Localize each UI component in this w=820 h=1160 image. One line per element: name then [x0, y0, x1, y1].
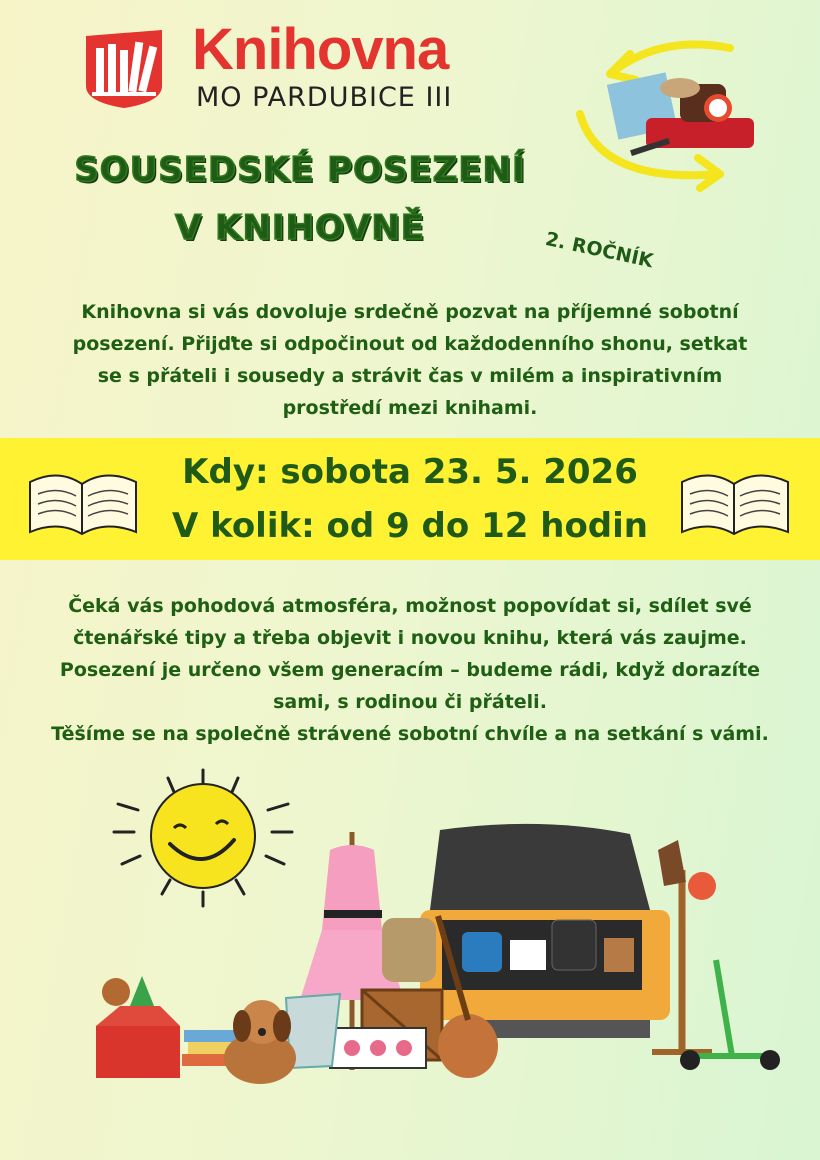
- details-line: Těšíme se na společně strávené sobotní chvíle a na setkání s vámi.: [51, 723, 769, 745]
- intro-line: posezení. Přijďte si odpočinout od každodenního shonu, setkat: [72, 333, 748, 355]
- event-date: Kdy: sobota 23. 5. 2026: [182, 452, 638, 492]
- car-boot-sale-icon: [90, 820, 810, 1090]
- travel-suitcase-icon: [560, 34, 790, 194]
- intro-line: prostředí mezi knihami.: [282, 397, 538, 419]
- event-time: V kolik: od 9 do 12 hodin: [171, 506, 649, 546]
- logo-subtitle: MO PARDUBICE III: [196, 82, 453, 113]
- library-logo-icon: [82, 26, 166, 110]
- details-paragraph: [20, 590, 800, 750]
- details-line: sami, s rodinou či přáteli.: [273, 691, 547, 713]
- edition-label: 2. ROČNÍK: [543, 228, 656, 273]
- details-line: Posezení je určeno všem generacím – budeme rádi, když dorazíte: [59, 659, 761, 681]
- intro-paragraph: [30, 296, 790, 424]
- headline-line-2: V KNIHOVNĚ: [174, 208, 426, 248]
- intro-line: se s přáteli i sousedy a strávit čas v milém a inspirativním: [97, 365, 723, 387]
- details-line: čtenářské tipy a třeba objevit i novou knihu, která vás zaujme.: [73, 627, 747, 649]
- details-line: Čeká vás pohodová atmosféra, možnost popovídat si, sdílet své: [68, 595, 752, 617]
- headline-line-1: SOUSEDSKÉ POSEZENÍ: [74, 150, 526, 190]
- logo-title: Knihovna: [192, 17, 449, 82]
- intro-line: Knihovna si vás dovoluje srdečně pozvat na příjemné sobotní: [81, 301, 739, 323]
